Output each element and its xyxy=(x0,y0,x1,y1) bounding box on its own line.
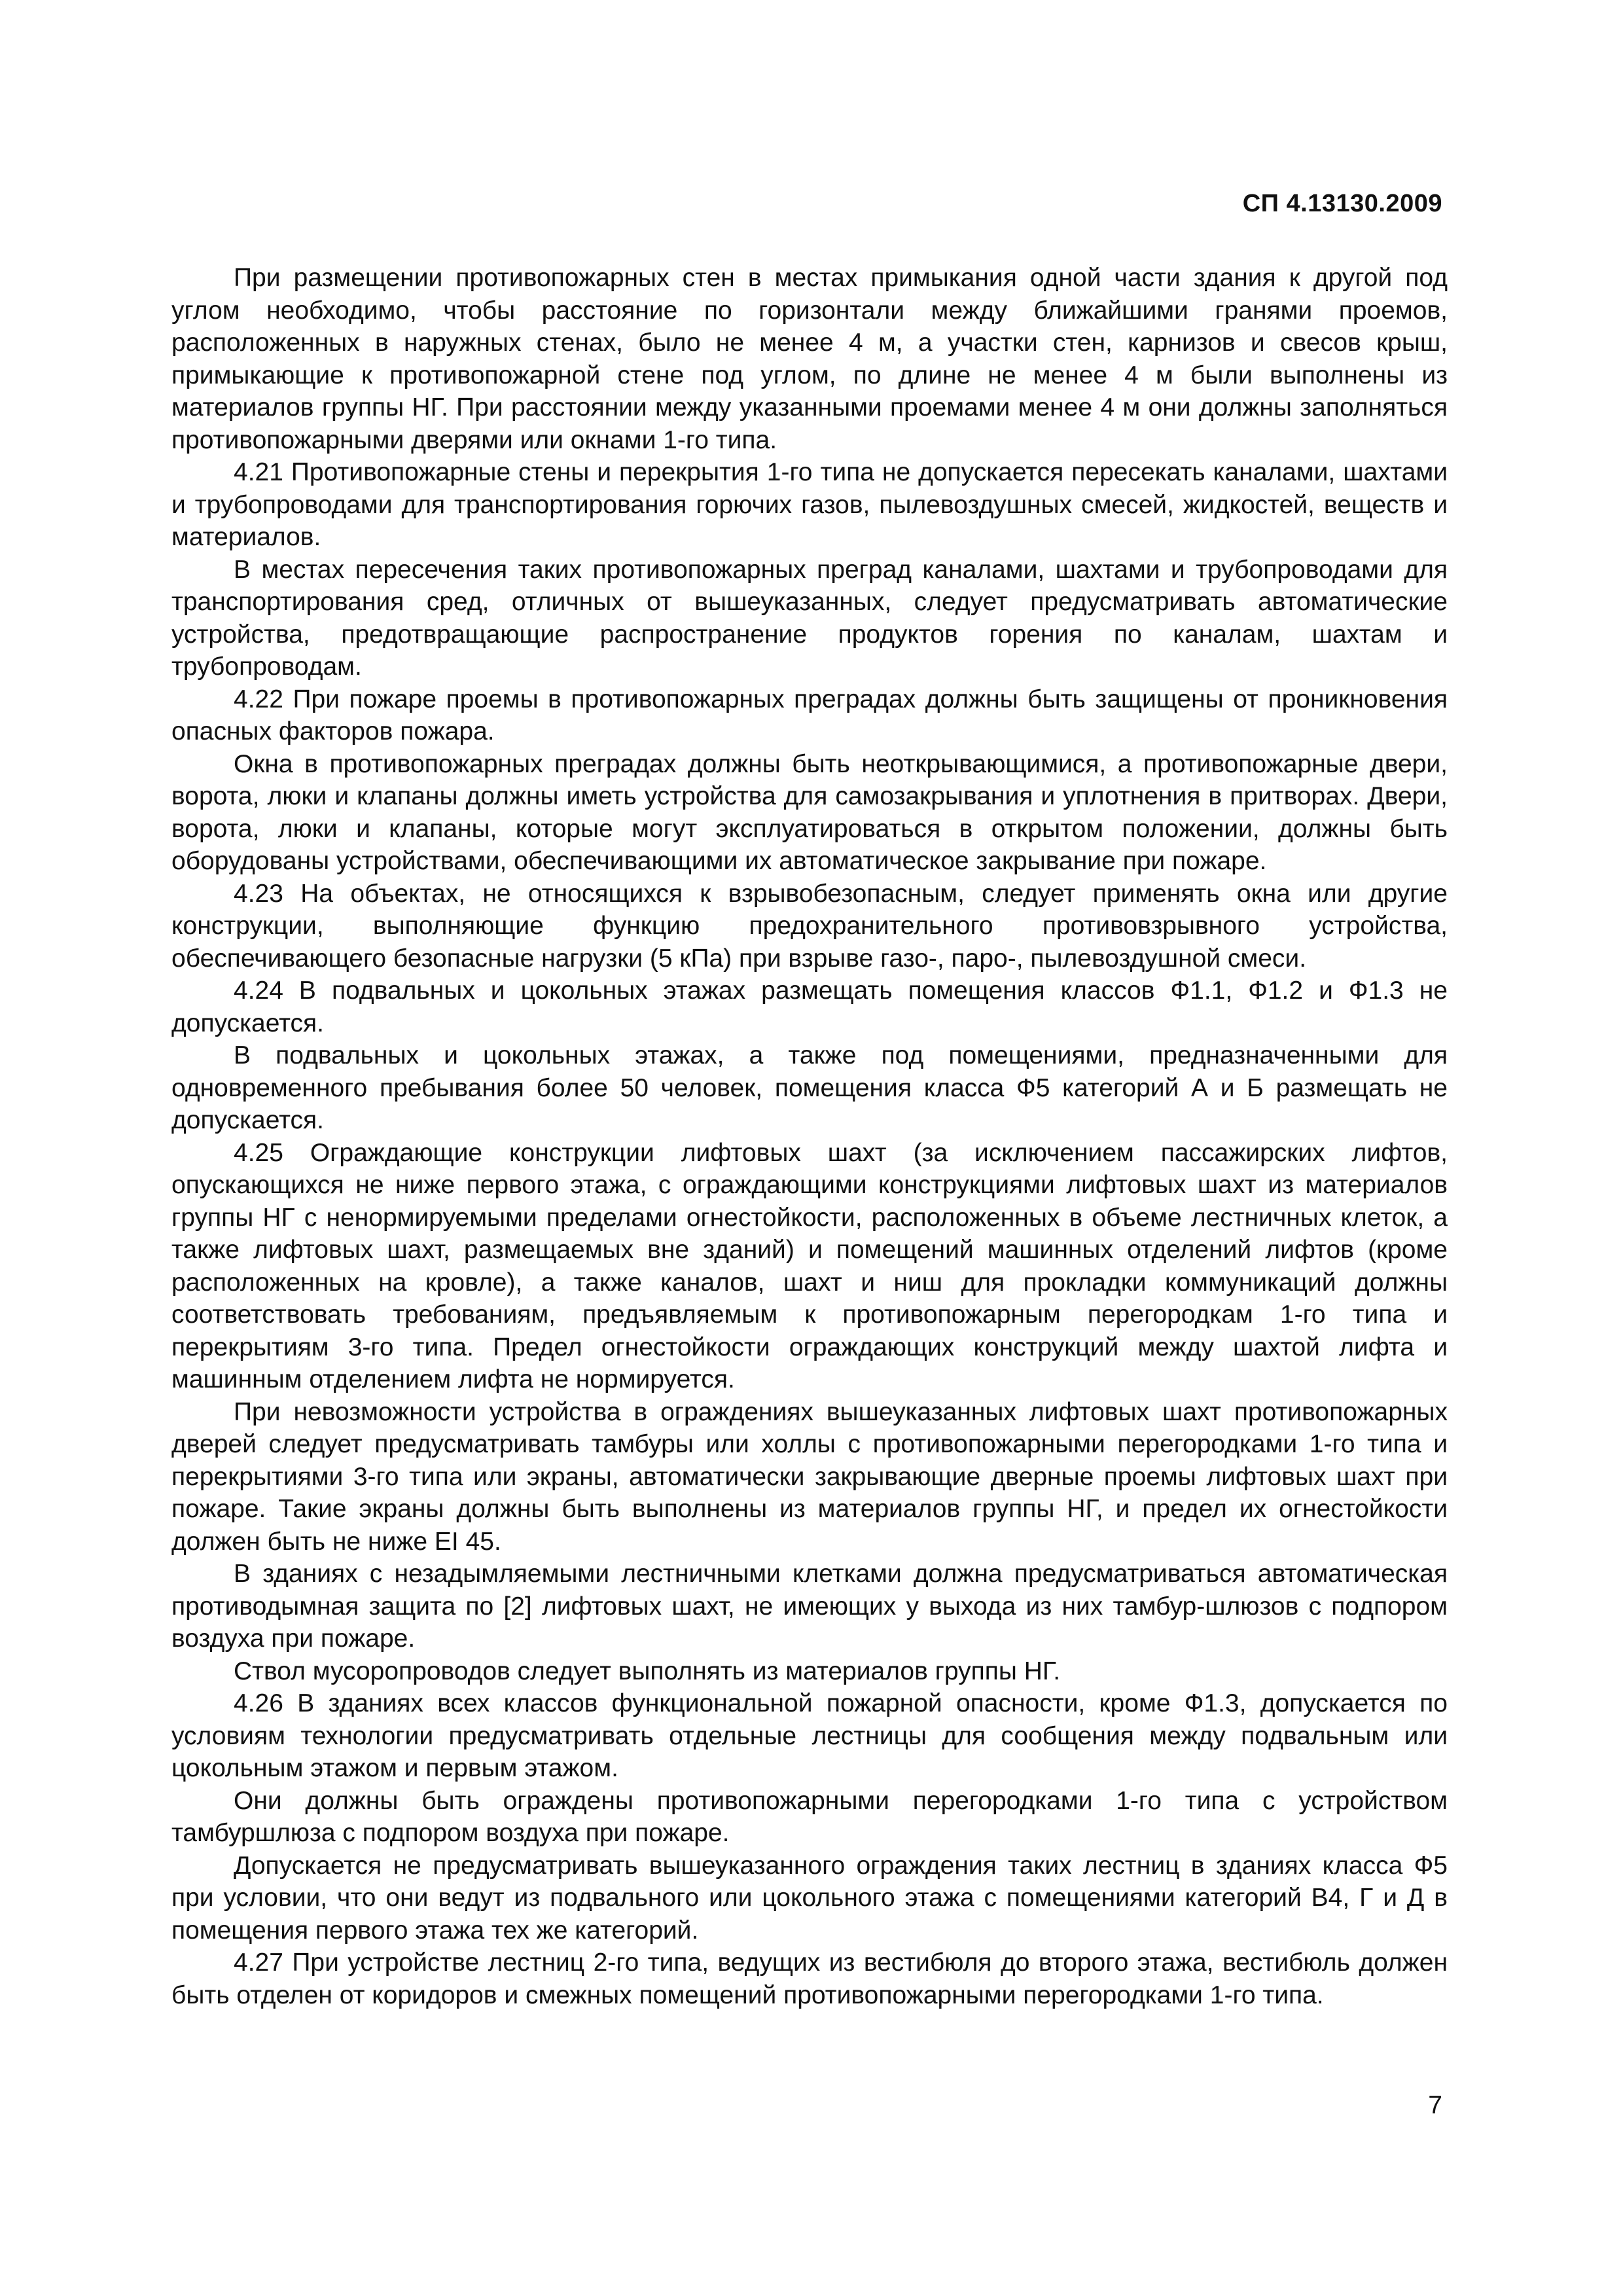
paragraph: 4.27 При устройстве лестниц 2-го типа, ведущих из вестибюля до второго этажа, вестибюль должен быть отделен от коридоров и смежных помещений противопожарными перегородками 1-го типа. xyxy=(171,1948,1448,2009)
paragraph: 4.26 В зданиях всех классов функциональной пожарной опасности, кроме Ф1.3, допускается по условиям технологии предусматривать отдельные лестницы для сообщения между подвальным или цокольным этажом и первым этажом. xyxy=(171,1689,1448,1782)
document-code: СП 4.13130.2009 xyxy=(1242,190,1442,217)
paragraph: 4.21 Противопожарные стены и перекрытия 1-го типа не допускается пересекать каналами, шахтами и трубопроводами для транспортирования горючих газов, пылевоздушных смесей, жидкостей, веществ и материалов. xyxy=(171,458,1448,551)
paragraph: В подвальных и цокольных этажах, а также под помещениями, предназначенными для одновременного пребывания более 50 человек, помещения класса Ф5 категорий А и Б размещать не допускается. xyxy=(171,1041,1448,1134)
paragraph: При невозможности устройства в ограждениях вышеуказанных лифтовых шахт противопожарных дверей следует предусматривать тамбуры или холлы с противопожарными перегородками 1-го типа и перекрытиями 3-го типа или экраны, автоматически закрывающие дверные проемы лифтовых шахт при пожаре. Такие экраны должны быть выполнены из материалов группы НГ, и предел их огнестойкости должен быть не ниже EI 45. xyxy=(171,1397,1448,1556)
body-text xyxy=(171,262,1448,2011)
paragraph: 4.22 При пожаре проемы в противопожарных преградах должны быть защищены от проникновения опасных факторов пожара. xyxy=(171,685,1448,745)
paragraph: Окна в противопожарных преградах должны быть неоткрывающимися, а противопожарные двери, ворота, люки и клапаны должны иметь устройства для самозакрывания и уплотнения в притворах. Двери, ворота, люки и клапаны, которые могут эксплуатироваться в открытом положении, должны быть оборудованы устройствами, обеспечивающими их автоматическое закрывание при пожаре. xyxy=(171,749,1448,875)
paragraph: В зданиях с незадымляемыми лестничными клетками должна предусматриваться автоматическая противодымная защита по [2] лифтовых шахт, не имеющих у выхода из них тамбур-шлюзов с подпором воздуха при пожаре. xyxy=(171,1560,1448,1653)
paragraph: Ствол мусоропроводов следует выполнять из материалов группы НГ. xyxy=(234,1657,1061,1685)
paragraph: При размещении противопожарных стен в местах примыкания одной части здания к другой под углом необходимо, чтобы расстояние по горизонтали между ближайшими гранями проемов, расположенных в наружных стенах, было не менее 4 м, а участки стен, карнизов и свесов крыш, примыкающие к противопожарной стене под углом, по длине не менее 4 м были выполнены из материалов группы НГ. При расстоянии между указанными проемами менее 4 м они должны заполняться противопожарными дверями или окнами 1-го типа. xyxy=(171,264,1448,454)
paragraph: Допускается не предусматривать вышеуказанного ограждения таких лестниц в зданиях класса Ф5 при условии, что они ведут из подвального или цокольного этажа с помещениями категорий В4, Г и Д в помещения первого этажа тех же категорий. xyxy=(171,1851,1448,1945)
paragraph: 4.23 На объектах, не относящихся к взрывобезопасным, следует применять окна или другие конструкции, выполняющие функцию предохранительного противовзрывного устройства, обеспечивающего безопасные нагрузки (5 кПа) при взрыве газо-, паро-, пылевоздушной смеси. xyxy=(171,879,1448,973)
page-number: 7 xyxy=(1428,2091,1442,2119)
paragraph: Они должны быть ограждены противопожарными перегородками 1-го типа с устройством тамбуршлюза с подпором воздуха при пожаре. xyxy=(171,1786,1448,1847)
paragraph: 4.25 Ограждающие конструкции лифтовых шахт (за исключением пассажирских лифтов, опускающихся не ниже первого этажа, с ограждающими конструкциями лифтовых шахт из материалов группы НГ с ненормируемыми пределами огнестойкости, расположенных в объеме лестничных клеток, а также лифтовых шахт, размещаемых вне зданий) и помещений машинных отделений лифтов (кроме расположенных на кровле), а также каналов, шахт и ниш для прокладки коммуникаций должны соответствовать требованиям, предъявляемым к противопожарным перегородкам 1-го типа и перекрытиям 3-го типа. Предел огнестойкости ограждающих конструкций между шахтой лифта и машинным отделением лифта не нормируется. xyxy=(171,1138,1448,1393)
paragraph: 4.24 В подвальных и цокольных этажах размещать помещения классов Ф1.1, Ф1.2 и Ф1.3 не допускается. xyxy=(171,977,1448,1037)
paragraph: В местах пересечения таких противопожарных преград каналами, шахтами и трубопроводами для транспортирования сред, отличных от вышеуказанных, следует предусматривать автоматические устройства, предотвращающие распространение продуктов горения по каналам, шахтам и трубопроводам. xyxy=(171,555,1448,681)
